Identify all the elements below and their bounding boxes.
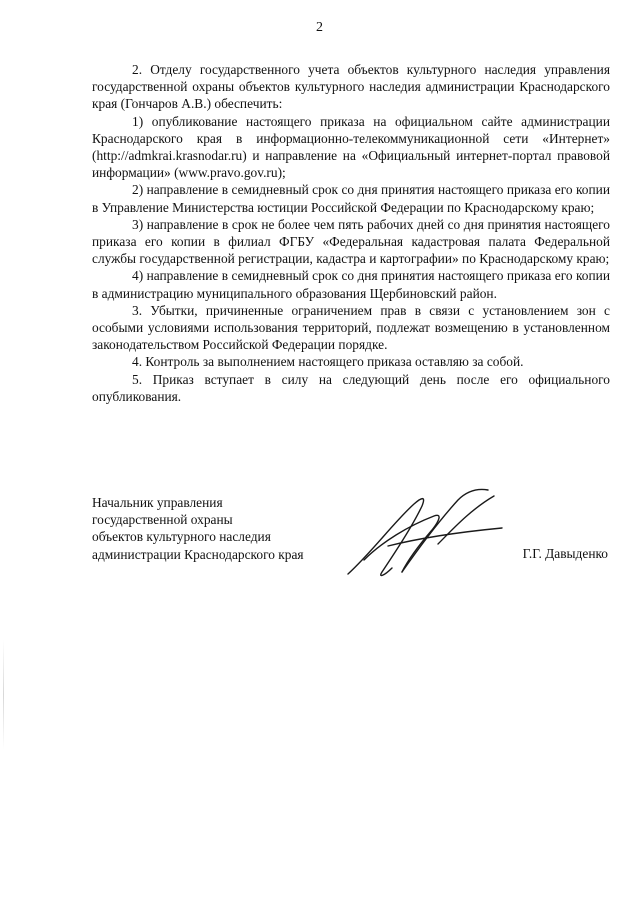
signer-title-line: Начальник управления — [92, 495, 223, 510]
signer-title-line: объектов культурного наследия — [92, 529, 271, 545]
paragraph-2-3-cadastral-chamber: 3) направление в срок не более чем пять рабочих дней со дня принятия настоящего приказа его копии в филиал ФГБУ «Федеральная кадастровая палата Федеральной службы государственной регистрации, кадастра и картографии» по Краснодарскому краю; — [92, 216, 610, 267]
paragraph-2-4-municipal-administration: 4) направление в семидневный срок со дня принятия настоящего приказа его копии в администрацию муниципального образования Щербиновский район. — [92, 268, 610, 301]
scan-edge-mark — [3, 640, 4, 750]
paragraph-2-2-ministry-justice: 2) направление в семидневный срок со дня принятия настоящего приказа его копии в Управление Министерства юстиции Российской Федерации по Краснодарскому краю; — [92, 182, 610, 215]
handwritten-signature — [342, 482, 512, 582]
signer-name: Г.Г. Давыденко — [522, 546, 608, 561]
paragraph-2-1-publication: 1) опубликование настоящего приказа на официальном сайте администрации Краснодарского края в информационно-телекоммуникационной сети «Интернет» (http://admkrai.krasnodar.ru) и направление на «Официальный интернет-портал правовой информации» (www.pravo.gov.ru); — [92, 113, 610, 181]
signer-title-line: администрации Краснодарского края — [92, 546, 304, 562]
paragraph-5-effective-date: 5. Приказ вступает в силу на следующий день после его официального опубликования. — [92, 371, 610, 404]
signer-title-line: государственной охраны — [92, 512, 233, 528]
paragraph-2-responsibility: 2. Отделу государственного учета объектов культурного наследия управления государственной охраны объектов культурного наследия администрации Краснодарского края (Гончаров А.В.) обеспечить: — [92, 62, 610, 112]
paragraph-4-control: 4. Контроль за выполнением настоящего приказа оставляю за собой. — [132, 354, 524, 370]
paragraph-3-losses: 3. Убытки, причиненные ограничением прав в связи с установлением зон с особыми условиями использования территорий, подлежат возмещению в установленном законодательством Российской Федерации порядке. — [92, 302, 610, 353]
signer-title — [92, 494, 352, 563]
page-number: 2 — [316, 20, 323, 35]
document-body — [92, 61, 610, 405]
signature-block — [92, 494, 610, 584]
